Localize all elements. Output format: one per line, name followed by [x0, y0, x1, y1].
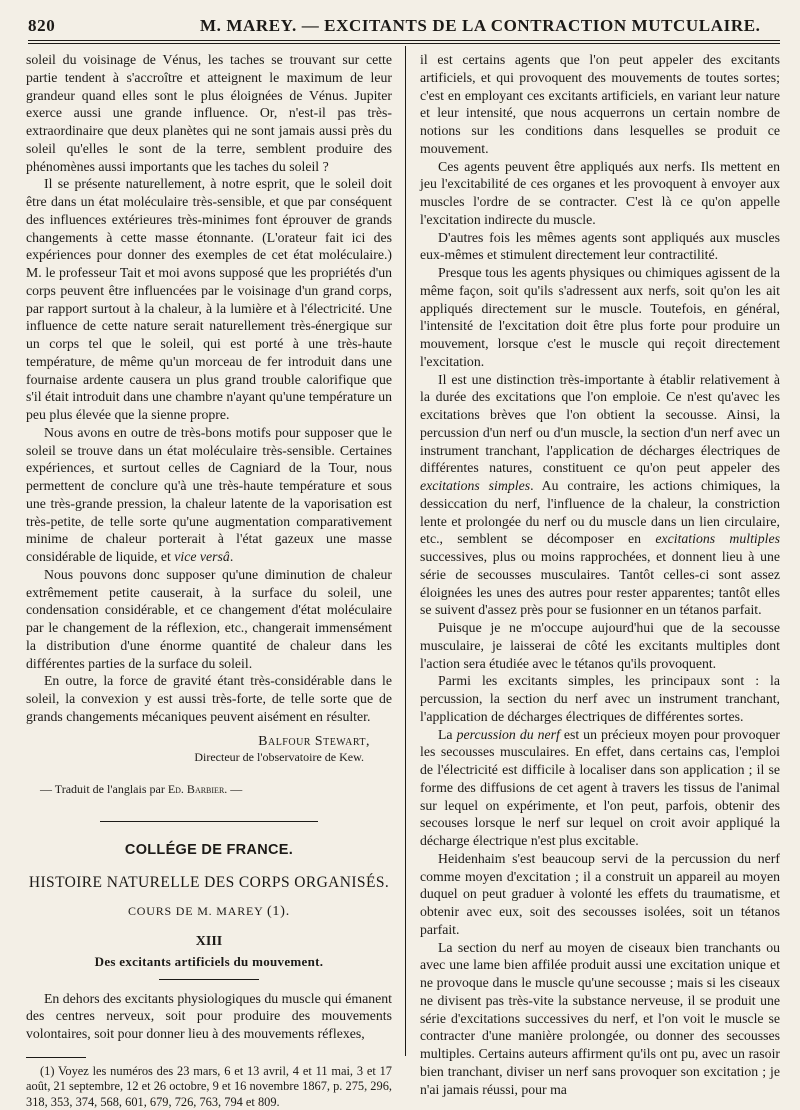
paragraph: La percussion du nerf est un précieux moyen pour provoquer les secousses musculaires. En effet, dans certains cas, l'emploi de l'électricité est difficile à localiser dans son application ; il se forme des diffusions de cet agent à travers les tissus de l'animal sur lequel on expérimente, et l'on peut, parfois, obtenir des secouses lorsque le nerf sur lequel on croit avoir appliqué la décharge électrique n'est plus excitable.	[420, 726, 780, 848]
lecture-title: Des excitants artificiels du mouvement.	[94, 953, 324, 969]
paragraph: Presque tous les agents physiques ou chimiques agissent de la même façon, soit qu'ils s'adressent aux nerfs, soit qu'on les ait appliqués directement sur le muscle. Toutefois, en général, l'intensité de l'excitation doit être plus forte pour produire un mouvement, lorsque c'est le muscle qui reçoit directement l'excitation.	[420, 265, 780, 369]
section-divider	[100, 821, 318, 822]
paragraph: Ces agents peuvent être appliqués aux nerfs. Ils mettent en jeu l'excitabilité de ces organes et les provoquent à envoyer aux muscles l'ordre de se contracter. C'est là ce qu'on appelle l'excitation indirecte du muscle.	[420, 158, 780, 227]
paragraph: D'autres fois les mêmes agents sont appliqués aux muscles eux-mêmes et stimulent directement leur contractilité.	[420, 229, 780, 263]
paragraph: En outre, la force de gravité étant très-considérable dans le soleil, la convexion y est aussi très-forte, de telle sorte que de grands changements mécaniques peuvent aisément en résulter.	[26, 673, 392, 724]
paragraph: En dehors des excitants physiologiques du muscle qui émanent des centres nerveux, soit pour produire des mouvements volontaires, soit pour donner lieu à des mouvements réflexes,	[26, 990, 392, 1041]
paragraph: il est certains agents que l'on peut appeler des excitants artificiels, et qui provoquent des mouvements de toutes sortes; c'est en employant ces excitants artificiels, en variant leur nature et leur intensité, que nous acquerrons un certain nombre de notions sur les conditions dans lesquelles se produit ce mouvement.	[420, 52, 780, 156]
paragraph: Puisque je ne m'occupe aujourd'hui que de la secousse musculaire, je laisserai de côté les excitants multiples dont l'action sera étudiée avec le tétanos qu'ils provoquent.	[420, 620, 780, 671]
author-signature: Balfour Stewart,	[258, 732, 370, 748]
section-heading: COLLÉGE DE FRANCE.	[124, 841, 294, 858]
translation-credit: — Traduit de l'anglais par Ed. Barbier. —	[40, 782, 243, 796]
paragraph: soleil du voisinage de Vénus, les taches se trouvant sur cette partie tendent à s'accroître et atteignent le maximum de leur grandeur quand elles sont le plus éloignées de Vénus. Jupiter exerce aussi une grande influence. Or, n'est-il pas très-extraordinaire que deux planètes qui ne sont jamais aussi près du soleil qu'elles le sont de la terre, semblent produire des phénomènes aussi importants que les taches du soleil ?	[26, 52, 392, 174]
footnote-rule	[26, 1057, 86, 1058]
page-header	[28, 12, 782, 38]
author-title: Directeur de l'observatoire de Kew.	[194, 750, 364, 765]
header-rule-bottom	[28, 43, 780, 44]
lecture-number: XIII	[195, 934, 223, 949]
page-number: 820	[28, 16, 56, 35]
paragraph: Heidenhaim s'est beaucoup servi de la percussion du nerf comme moyen d'excitation ; il a construit un appareil au moyen duquel on peut graduer à volonté les effets du traumatisme, et obtenir avec eux, soit des secousses isolées, soit un tétanos parfait.	[420, 850, 780, 937]
course-subtitle: COURS DE M. MAREY (1).	[127, 904, 290, 920]
course-title: HISTOIRE NATURELLE DES CORPS ORGANISÉS.	[28, 873, 390, 891]
paragraph: Il est une distinction très-importante à établir relativement à la durée des excitations que l'on emploie. Ce n'est qu'avec les excitations brèves que l'on obtient la secousse. Ainsi, la percussion d'un nerf ou d'un muscle, la section d'un nerf avec un instrument tranchant, l'application de décharges électriques de différentes natures, constituent ce qu'on peut appeler des excitations simples. Au contraire, les actions chimiques, la dessiccation du nerf, l'influence de la chaleur, la constriction lente et prolongée du nerf ou du muscle dans un lien circulaire, etc., semblent se décomposer en excitations multiples successives, plus ou moins rapprochées, et donnent lieu à une série de secousses musculaires. Tantôt celles-ci sont assez éloignées les unes des autres pour rester apparentes; tantôt elles se suivent d'assez près pour se fusionner en un tétanos parfait.	[420, 371, 780, 618]
paragraph: Nous avons en outre de très-bons motifs pour supposer que le soleil se trouve dans un état moléculaire très-sensible. Certaines expériences, et surtout celles de Cagniard de la Tour, nous permettent de conclure qu'à une très-haute température et sous une très-grande pression, la chaleur latente de la vaporisation est très-petite, de telle sorte qu'une augmentation comparativement minime de chaleur porterait à l'état gazeux une masse considérable de liquide, et vice versâ.	[26, 424, 392, 564]
footnote: (1) Voyez les numéros des 23 mars, 6 et 13 avril, 4 et 11 mai, 3 et 17 août, 21 septembre, 12 et 26 octobre, 9 et 16 novembre 1867, p. 275, 296, 318, 353, 374, 568, 601, 679, 726, 763, 794 et 809.	[26, 1063, 392, 1109]
right-column	[420, 51, 780, 1098]
running-title: M. MAREY. — EXCITANTS DE LA CONTRACTION MUTCULAIRE.	[200, 16, 761, 35]
header-rule-top	[28, 40, 780, 41]
column-separator	[405, 46, 406, 1056]
paragraph: Nous pouvons donc supposer qu'une diminution de chaleur extrêmement petite causerait, à la surface du soleil, une condensation considérable, et ce changement d'état moléculaire par le changement de la réflexion, etc., changerait immensément la distribution d'une énorme quantité de chaleur dans les différentes parties de la surface du soleil.	[26, 566, 392, 671]
paragraph: Il se présente naturellement, à notre esprit, que le soleil doit être dans un état moléculaire très-sensible, et que par conséquent des influences extérieures très-minimes font éprouver de grands changements à cette masse étonnante. (L'orateur fait ici des expériences pour donner des exemples de cet état moléculaire.) M. le professeur Tait et moi avons supposé que les propriétés d'un corps peuvent être influencées par le voisinage d'un grand corps, par rapport surtout à la chaleur, à la lumière et à l'électricité. Une influence de cette nature serait naturellement très-énergique sur un corps tel que le soleil, qui est porté à une très-haute température, de même qu'un morceau de fer introduit dans une fournaise ardente causera un plus grand trouble calorifique que s'il était introduit dans une chambre n'ayant qu'une température un peu plus élevée que la sienne propre.	[26, 176, 392, 422]
paragraph: La section du nerf au moyen de ciseaux bien tranchants ou avec une lame bien affilée produit aussi une excitation unique et ne provoque dans le muscle qu'une secousse ; mais si les ciseaux ne divisent pas très-vite la substance nerveuse, il se produit une série d'excitations successives du nerf, et l'on voit le muscle se contracter d'une manière prolongée, ou donner des secousses multiples. Certains auteurs affirment qu'ils ont pu, avec un rasoir bien tranchant, diviser un nerf sans provoquer son excitation ; je n'ai jamais réussi, pour ma	[420, 939, 780, 1097]
paragraph: Parmi les excitants simples, les principaux sont : la percussion, la section du nerf avec un instrument tranchant, l'application de décharges électriques de différentes sortes.	[420, 673, 780, 724]
title-rule	[159, 979, 259, 980]
left-column	[26, 51, 392, 1110]
